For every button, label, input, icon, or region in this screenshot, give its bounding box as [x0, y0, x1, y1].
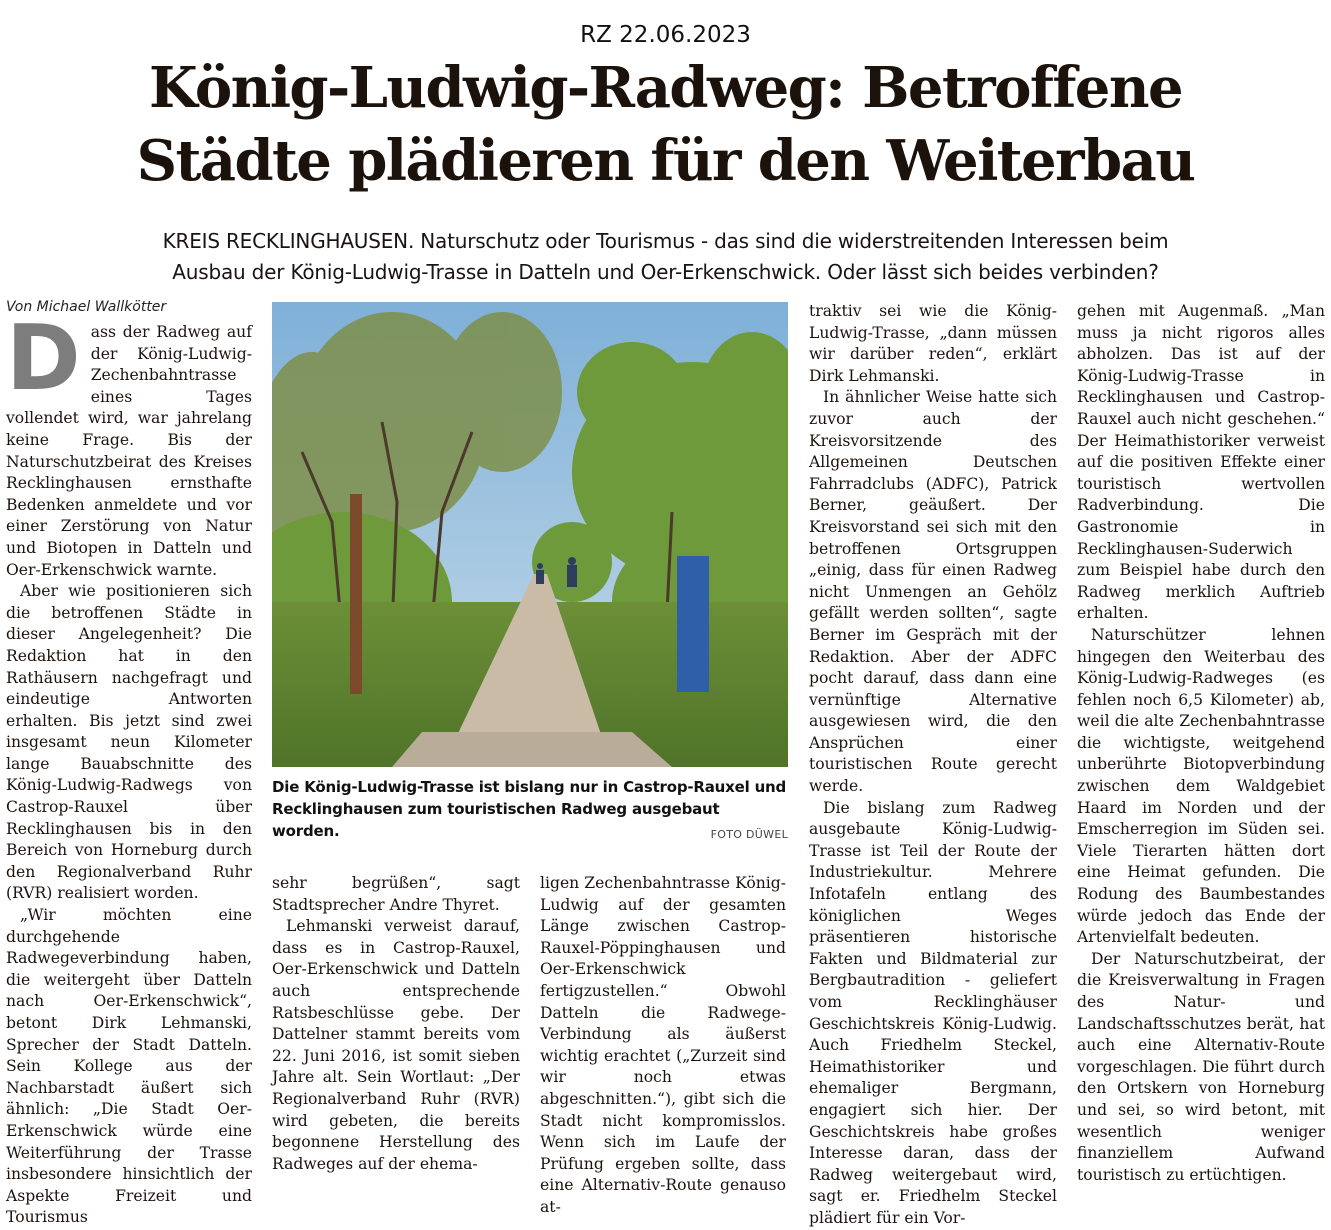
article-column-2	[272, 873, 520, 1175]
blue-info-sign	[677, 556, 709, 692]
headline	[0, 52, 1331, 198]
paragraph: Die bislang zum Radweg ausgebaute König-Ludwig-Trasse ist Teil der Route der Industriekultur. Mehrere Infotafeln entlang des königlichen Weges präsentieren historische Fakten und Bildmaterial zur Bergbautradition - geliefert vom Recklinghäuser Geschichtskreis König-Ludwig. Auch Friedhelm Steckel, Heimathistoriker und ehemaliger Bergmann, engagiert sich hier. Der Geschichtskreis habe großes Interesse daran, dass der Radweg weitergebaut wird, sagt er. Friedhelm Steckel plädiert für ein Vor-	[809, 798, 1057, 1227]
article-column-3	[540, 873, 786, 1219]
paragraph: gehen mit Augenmaß. „Man muss ja nicht rigoros alles abholzen. Das ist auf der König-Ludwig-Trasse in Recklinghausen und Castrop-Rauxel auch nicht geschehen.“ Der Heimathistoriker verweist auf die positiven Effekte einer touristisch wertvollen Radverbindung. Die Gastronomie in Recklinghausen-Suderwich zum Beispiel habe durch den Radweg merklich Auftrieb erhalten.	[1077, 302, 1325, 623]
paragraph: Der Naturschutzbeirat, der die Kreisverwaltung in Fragen des Natur- und Landschaftsschutzes berät, hat auch eine Alternativ-Route vorgeschlagen. Die führt durch den Ortskern von Horneburg und sei, so wird betont, mit wesentlich weniger finanziellem Aufwand touristisch zu ertüchtigen.	[1077, 949, 1325, 1184]
paragraph: Naturschützer lehnen hingegen den Weiterbau des König-Ludwig-Radweges (es fehlen noch 6,5 Kilometer) ab, weil die alte Zechenbahntrasse die wichtigste, weitgehend unberührte Biotopverbindung zwischen dem Waldgebiet Haard im Norden und der Emscherregion im Süden sei. Viele Tierarten hätten dort eine Heimat gefunden. Die Rodung des Baumbestandes würde jedoch das Ende der Artenvielfalt bedeuten.	[1077, 625, 1325, 947]
paragraph: traktiv sei wie die König-Ludwig-Trasse, „dann müssen wir darüber reden“, erklärt Dirk Lehmanski.	[809, 302, 1057, 385]
paragraph: ligen Zechenbahntrasse König-Ludwig auf der gesamten Länge zwischen Castrop-Rauxel-Pöppinghausen und Oer-Erkenschwick fertigzustellen.“ Obwohl Datteln die Radwege-Verbindung als äußerst wichtig erachtet („Zurzeit sind wir noch etwas abgeschnitten.“), gibt sich die Stadt nicht kompromisslos. Wenn sich im Laufe der Prüfung ergeben sollte, dass eine Alternativ-Route genauso at-	[540, 874, 786, 1216]
teaser-line-2: Ausbau der König-Ludwig-Trasse in Datteln und Oer-Erkenschwick. Oder lässt sich beides verbinden?	[172, 260, 1159, 284]
headline-line-1: König-Ludwig-Radweg: Betroffene	[149, 55, 1182, 121]
paragraph: Aber wie positionieren sich die betroffenen Städte in dieser Angelegenheit? Die Redaktion hat in den Rathäusern nachgefragt und eindeutige Antworten erhalten. Bis jetzt sind zwei insgesamt neun Kilometer lange Bauabschnitte des König-Ludwig-Radwegs von Castrop-Rauxel über Recklinghausen bis in den Bereich von Horneburg durch den Regionalverband Ruhr (RVR) realisiert worden.	[6, 582, 252, 903]
wooden-post	[350, 494, 362, 694]
date-stamp: RZ 22.06.2023	[580, 22, 751, 48]
article-photo	[272, 302, 788, 767]
teaser-line-1: KREIS RECKLINGHAUSEN. Naturschutz oder Tourismus - das sind die widerstreitenden Interessen beim	[162, 229, 1169, 253]
photo-credit: FOTO DÜWEL	[710, 828, 788, 841]
paragraph: In ähnlicher Weise hatte sich zuvor auch der Kreisvorsitzende des Allgemeinen Deutschen Fahrradclubs (ADFC), Patrick Berner, geäußert. Der Kreisvorstand sei sich mit den betroffenen Ortsgruppen „einig, dass für einen Radweg nicht Unmengen an Gehölz gefällt werden sollten“, sagte Berner im Gespräch mit der Redaktion. Aber der ADFC pocht darauf, dass dann eine vernünftige Alternative ausgewiesen wird, die den Ansprüchen einer touristischen Route gerecht werde.	[809, 388, 1057, 796]
paragraph: „Wir möchten eine durchgehende Radwegeverbindung haben, die weitergeht über Datteln nach Oer-Erkenschwick“, betont Dirk Lehmanski, Sprecher der Stadt Datteln. Sein Kollege aus der Nachbarstadt äußert sich ähnlich: „Die Stadt Oer-Erkenschwick würde eine Weiterführung der Trasse insbesondere hinsichtlich der Aspekte Freizeit und Tourismus	[6, 906, 252, 1227]
byline: Von Michael Wallkötter	[6, 299, 167, 315]
photo-caption: Die König-Ludwig-Trasse ist bislang nur in Castrop-Rauxel und Recklinghausen zum touristischen Radweg ausgebaut worden.	[272, 778, 787, 840]
paragraph: sehr begrüßen“, sagt Stadtsprecher Andre Thyret.	[272, 874, 520, 914]
article-column-4	[809, 301, 1057, 1230]
paragraph: Lehmanski verweist darauf, dass es in Castrop-Rauxel, Oer-Erkenschwick und Datteln auch entsprechende Ratsbeschlüsse gebe. Der Dattelner stammt bereits vom 22. Juni 2016, ist somit sieben Jahre alt. Sein Wortlaut: „Der Regionalverband Ruhr (RVR) wird gebeten, die bereits begonnene Herstellung des Radweges auf der ehema-	[272, 917, 520, 1173]
paved-section	[392, 732, 672, 767]
article-column-5	[1077, 301, 1325, 1186]
headline-line-2: Städte plädieren für den Weiterbau	[136, 128, 1195, 194]
paragraph-text: ass der Radweg auf der König-Ludwig-Zechenbahntrasse eines Tages vollendet wird, war jahrelang keine Frage. Bis der Naturschutzbeirat des Kreises Recklinghausen ernsthafte Bedenken anmeldete und vor einer Zerstörung von Natur und Biotopen in Datteln und Oer-Erkenschwick warnte.	[6, 323, 252, 579]
teaser	[40, 226, 1291, 288]
drop-cap: D	[6, 306, 81, 411]
cycle-path-illustration	[272, 302, 788, 767]
